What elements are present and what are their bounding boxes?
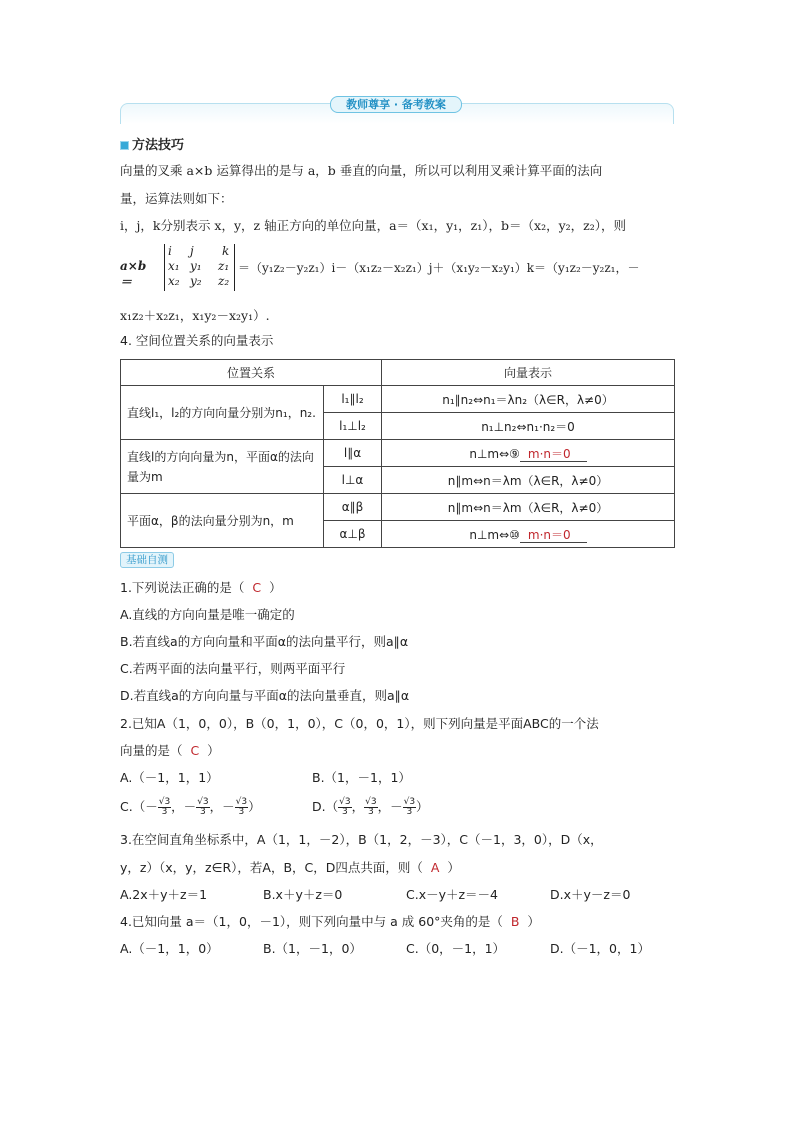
method-line-1: 向量的叉乘 a×b 运算得出的是与 a，b 垂直的向量，所以可以利用叉乘计算平面的法向 [120, 163, 603, 178]
header-banner [120, 96, 672, 124]
table-cell-desc: 直线l的方向向量为n，平面α的法向量为m [121, 440, 324, 494]
numerator: √3 [197, 797, 209, 807]
q1-option-a: A.直线的方向向量是唯一确定的 [120, 607, 295, 622]
fraction [158, 798, 171, 817]
table-row [121, 440, 675, 467]
option-prefix: D.（ [312, 799, 339, 814]
option-prefix: C.（－ [120, 799, 158, 814]
det-cell: z₂ [218, 274, 230, 288]
q1-option-d: D.若直线a的方向向量与平面α的法向量垂直，则a∥α [120, 688, 410, 703]
relation-table [120, 359, 675, 548]
det-cell: i [168, 244, 172, 258]
q2-option-a: A.（－1，1，1） [120, 770, 219, 785]
denominator: 3 [161, 807, 168, 817]
q1-option-c: C.若两平面的法向量平行，则两平面平行 [120, 661, 346, 676]
denominator: 3 [406, 807, 413, 817]
q4-option-b: B.（1，－1，0） [263, 941, 362, 956]
fraction [338, 798, 351, 817]
method-line-5: x₁z₂＋x₂z₁，x₁y₂－x₂y₁）. [120, 308, 270, 323]
det-cell: y₁ [190, 259, 202, 273]
table-header: 向量表示 [382, 360, 675, 386]
det-cell: z₁ [218, 259, 230, 273]
fraction [403, 798, 416, 817]
table-row [121, 386, 675, 413]
q1-option-b: B.若直线a的方向向量和平面α的法向量平行，则a∥α [120, 634, 409, 649]
table-cell-rel: α∥β [324, 494, 382, 521]
q3-option-b: B.x＋y＋z＝0 [263, 887, 343, 902]
method-line-3: i，j，k分别表示 x，y，z 轴正方向的单位向量，a＝（x₁，y₁，z₁），b＝（x₂，y₂，z₂），则 [120, 218, 627, 233]
method-heading [120, 136, 184, 155]
det-cell: j [190, 244, 194, 258]
det-result: ＝（y₁z₂－y₂z₁）i－（x₁z₂－x₂z₁）j＋（x₁y₂－x₂y₁）k＝（y₁z₂－y₂z₁，－ [238, 261, 640, 275]
q3-option-a: A.2x＋y＋z＝1 [120, 887, 208, 902]
det-right-bar [234, 244, 235, 291]
q2-option-d: D.（ $\frac{√3}{3}$ ， $\frac{√3}{3}$ ，－ $\frac{√3}{3}$ ） [312, 797, 429, 817]
table-cell-rel: l∥α [324, 440, 382, 467]
q2-option-b: B.（1，－1，1） [312, 770, 411, 785]
vec-text: n⊥m⇔⑩ [469, 527, 520, 542]
denominator: 3 [341, 807, 348, 817]
det-prefix: a×b＝ [120, 259, 147, 289]
q2-close: ） [207, 743, 220, 758]
q1-stem-text: 1.下列说法正确的是（ [120, 580, 245, 595]
denominator: 3 [238, 807, 245, 817]
q3-option-d: D.x＋y－z＝0 [550, 887, 631, 902]
q3-answer: A [430, 860, 440, 875]
method-line-2: 量，运算法则如下： [120, 191, 233, 206]
table-cell-desc: 平面α，β的法向量分别为n，m [121, 494, 324, 548]
q4-stem-text: 4.已知向量 a＝（1，0，－1），则下列向量中与 a 成 60°夹角的是（ [120, 914, 503, 929]
table-cell-desc: 直线l₁，l₂的方向向量分别为n₁，n₂. [121, 386, 324, 440]
q2-stem-text: 向量的是（ [120, 743, 183, 758]
table-cell-rel: l⊥α [324, 467, 382, 494]
det-cell: x₂ [168, 274, 180, 288]
q3-stem-text: y，z）（x，y，z∈R），若A，B，C，D四点共面，则（ [120, 860, 423, 875]
denominator: 3 [367, 807, 374, 817]
fraction [235, 798, 248, 817]
numerator: √3 [365, 797, 377, 807]
answer-blank: m·n＝0 [520, 528, 587, 543]
q2-answer: C [190, 743, 200, 758]
q1-stem [120, 579, 282, 597]
table-cell-vec: n₁⊥n₂⇔n₁·n₂＝0 [382, 413, 675, 440]
q4-option-a: A.（－1，1，0） [120, 941, 219, 956]
table-header-row [121, 360, 675, 386]
numerator: √3 [403, 797, 416, 807]
table-cell-vec [382, 521, 675, 548]
fraction [364, 798, 377, 817]
q2-stem-2 [120, 742, 220, 760]
basic-self-test-tag: 基础自测 [120, 552, 174, 568]
q2-stem-1: 2.已知A（1，0，0），B（0，1，0），C（0，0，1），则下列向量是平面ABC的一个法 [120, 716, 599, 731]
table-cell-rel: l₁∥l₂ [324, 386, 382, 413]
det-cell: y₂ [190, 274, 202, 288]
fraction [196, 798, 209, 817]
banner-title: 教师尊享 · 备考教案 [330, 96, 462, 113]
numerator: √3 [339, 797, 351, 807]
answer-blank: m·n＝0 [520, 447, 587, 462]
table-cell-vec: n∥m⇔n＝λm（λ∈R，λ≠0） [382, 467, 675, 494]
denominator: 3 [200, 807, 206, 817]
q1-close: ） [269, 580, 282, 595]
q4-stem [120, 913, 540, 931]
q2-option-c: C.（－ $\frac{√3}{3}$ ，－ $\frac{√3}{3}$ ，－ $\frac{√3}{3}$ ） [120, 797, 261, 817]
square-bullet-icon [120, 141, 129, 150]
table-cell-vec: n∥m⇔n＝λm（λ∈R，λ≠0） [382, 494, 675, 521]
method-title: 方法技巧 [132, 138, 185, 153]
q3-option-c: C.x－y＋z＝－4 [406, 887, 499, 902]
table-cell-rel: l₁⊥l₂ [324, 413, 382, 440]
q4-option-c: C.（0，－1，1） [406, 941, 506, 956]
q3-stem-1: 3.在空间直角坐标系中，A（1，1，－2），B（1，2，－3），C（－1，3，0），D（x， [120, 832, 603, 847]
vec-text: n⊥m⇔⑨ [469, 446, 520, 461]
numerator: √3 [235, 797, 248, 807]
q4-close: ） [527, 914, 540, 929]
q4-answer: B [510, 914, 520, 929]
table-header: 位置关系 [121, 360, 382, 386]
q4-option-d: D.（－1，0，1） [550, 941, 650, 956]
section-4-title: 4. 空间位置关系的向量表示 [120, 333, 274, 348]
table-cell-rel: α⊥β [324, 521, 382, 548]
det-left-bar [164, 244, 165, 291]
q1-answer: C [252, 580, 262, 595]
q3-close: ） [447, 860, 460, 875]
table-row [121, 494, 675, 521]
det-cell: x₁ [168, 259, 180, 273]
q3-stem-2 [120, 859, 460, 877]
numerator: √3 [158, 797, 171, 807]
det-cell: k [222, 244, 230, 258]
table-cell-vec [382, 440, 675, 467]
table-cell-vec: n₁∥n₂⇔n₁＝λn₂（λ∈R，λ≠0） [382, 386, 675, 413]
